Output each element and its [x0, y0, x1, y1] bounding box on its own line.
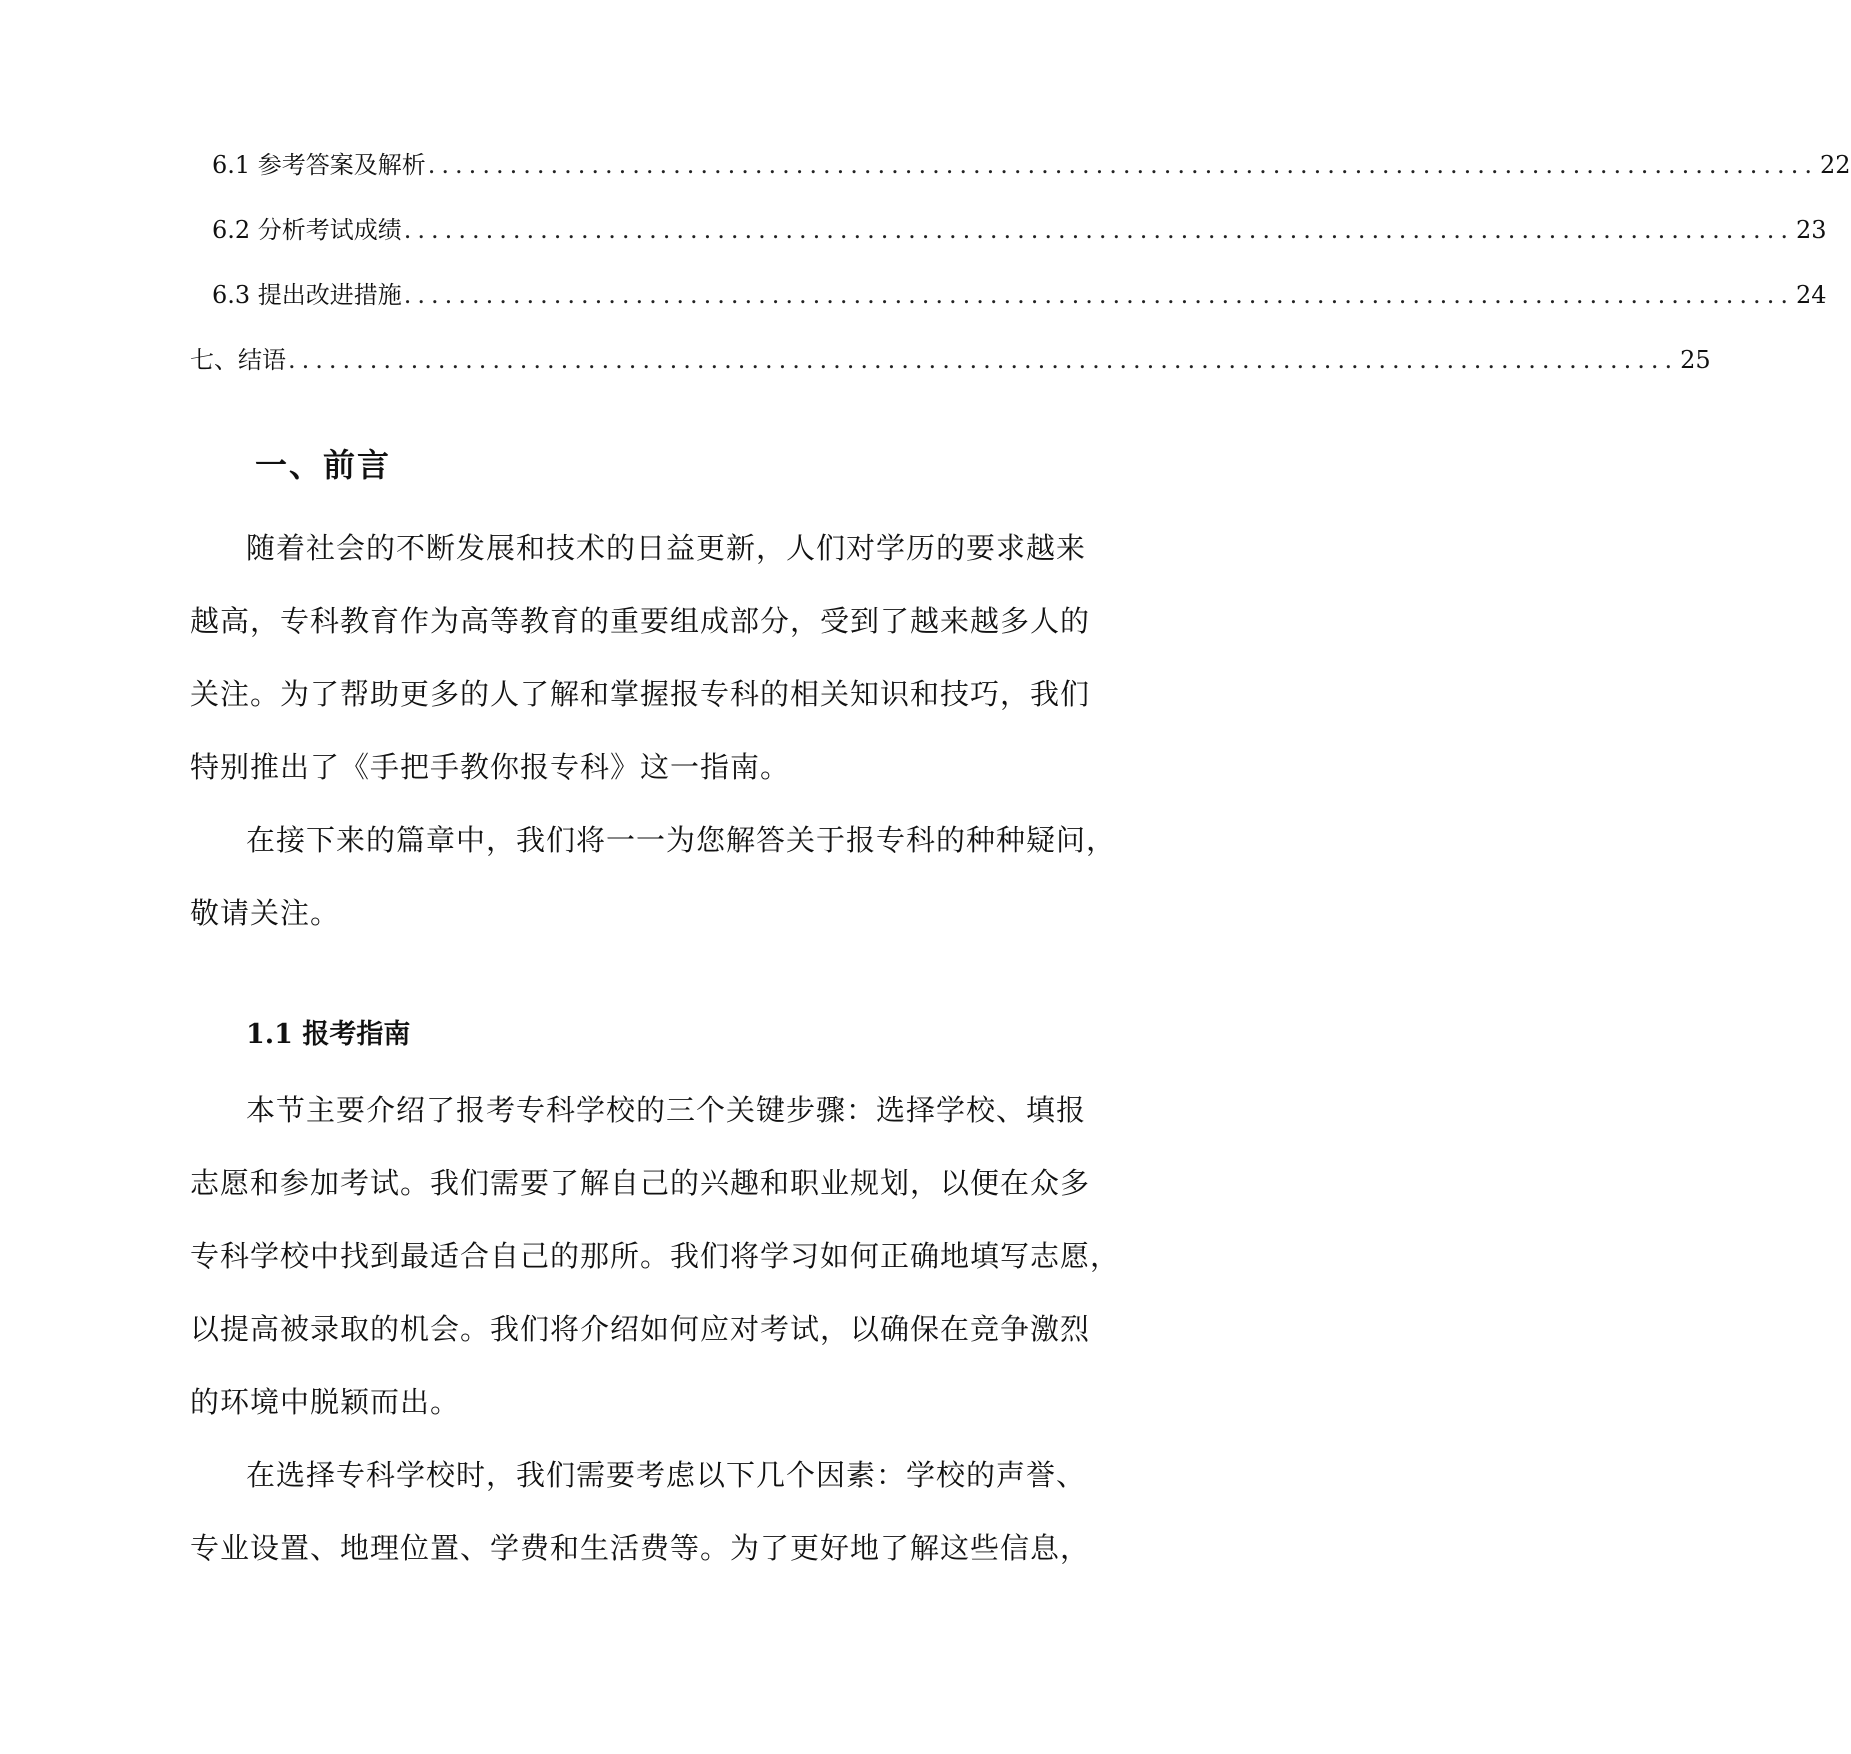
paragraph-line: 以提高被录取的机会。我们将介绍如何应对考试，以确保在竞争激烈	[190, 1312, 1091, 1346]
toc-leader-dots: ......................................................................................................	[427, 151, 1818, 179]
toc-entry-page: 22	[1819, 151, 1851, 179]
paragraph-line: 在接下来的篇章中，我们将一一为您解答关于报专科的种种疑问，	[246, 823, 1117, 857]
toc-entry-page: 23	[1795, 216, 1827, 244]
toc-leader-dots: ......................................................................................................	[403, 281, 1794, 309]
paragraph-line: 专科学校中找到最适合自己的那所。我们将学习如何正确地填写志愿，	[190, 1239, 1121, 1273]
paragraph-line: 敬请关注。	[190, 896, 341, 930]
paragraph-line: 特别推出了《手把手教你报专科》这一指南。	[190, 750, 791, 784]
paragraph-line: 随着社会的不断发展和技术的日益更新，人们对学历的要求越来	[246, 531, 1087, 565]
toc-leader-dots: ......................................................................................................	[403, 216, 1794, 244]
toc-entry-label: 6.3 提出改进措施	[212, 281, 402, 309]
toc-entry-label: 6.2 分析考试成绩	[212, 216, 402, 244]
toc-entry[interactable]	[212, 140, 1851, 180]
toc-leader-dots: ......................................................................................................	[288, 346, 1679, 374]
toc-entry-page: 25	[1680, 346, 1711, 374]
paragraph-line: 越高，专科教育作为高等教育的重要组成部分，受到了越来越多人的	[190, 604, 1091, 638]
toc-entry[interactable]	[212, 205, 1827, 245]
toc-entry-label: 七、结语	[190, 346, 286, 374]
subsection-heading: 1.1 报考指南	[246, 1019, 411, 1050]
paragraph-line: 志愿和参加考试。我们需要了解自己的兴趣和职业规划，以便在众多	[190, 1166, 1091, 1200]
toc-entry-page: 24	[1795, 281, 1827, 309]
section-heading: 一、前言	[255, 446, 392, 484]
paragraph-line: 专业设置、地理位置、学费和生活费等。为了更好地了解这些信息，	[190, 1531, 1091, 1565]
toc-entry[interactable]	[190, 335, 1711, 375]
paragraph-line: 的环境中脱颖而出。	[190, 1385, 461, 1419]
paragraph-line: 本节主要介绍了报考专科学校的三个关键步骤：选择学校、填报	[246, 1093, 1087, 1127]
toc-entry-label: 6.1 参考答案及解析	[212, 151, 426, 179]
toc-entry[interactable]	[212, 270, 1827, 310]
paragraph-line: 在选择专科学校时，我们需要考虑以下几个因素：学校的声誉、	[246, 1458, 1087, 1492]
paragraph-line: 关注。为了帮助更多的人了解和掌握报专科的相关知识和技巧，我们	[190, 677, 1091, 711]
